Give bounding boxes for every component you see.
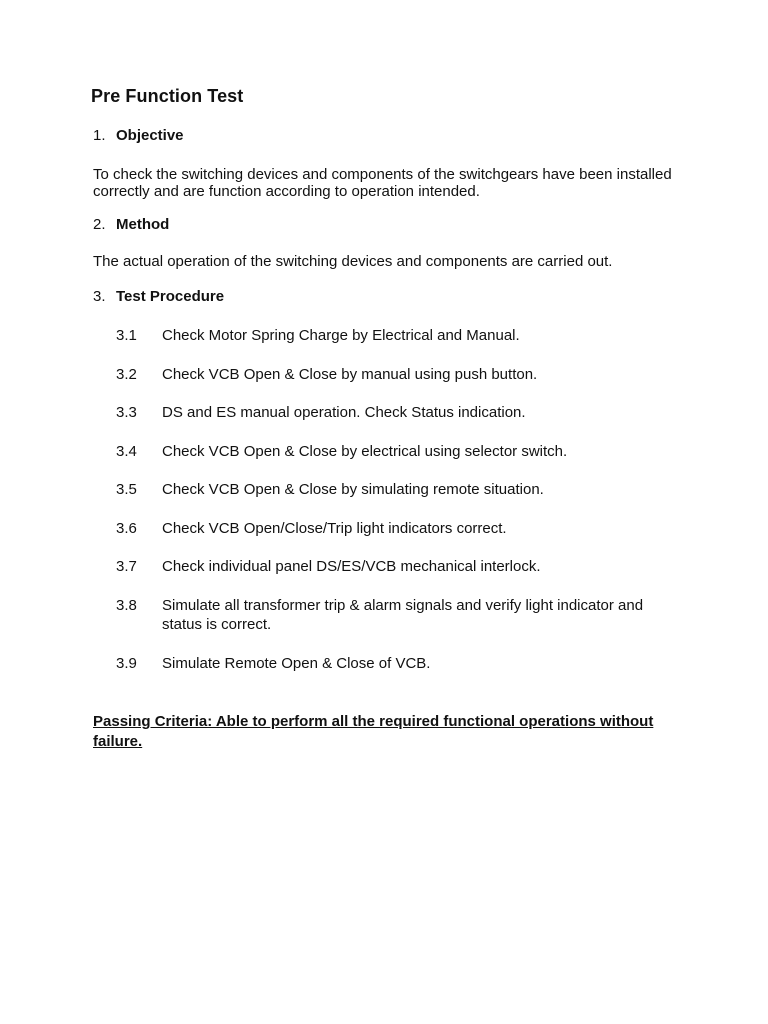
passing-criteria: Passing Criteria: Able to perform all the required functional operations without failure. bbox=[93, 713, 654, 750]
step-number: 3.6 bbox=[116, 520, 137, 537]
section-heading: Test Procedure bbox=[116, 288, 225, 305]
step-text: Check VCB Open/Close/Trip light indicators correct. bbox=[162, 520, 507, 537]
step-text: Check VCB Open & Close by electrical using selector switch. bbox=[162, 443, 568, 460]
section-objective-header bbox=[93, 127, 184, 144]
section-number: 1. bbox=[93, 127, 106, 144]
section-heading: Method bbox=[116, 216, 170, 233]
step-number: 3.9 bbox=[116, 655, 137, 672]
objective-paragraph: To check the switching devices and components of the switchgears have been installed correctly and are function according to operation intended. bbox=[93, 166, 672, 200]
method-paragraph: The actual operation of the switching devices and components are carried out. bbox=[93, 253, 613, 270]
document-title: Pre Function Test bbox=[91, 86, 244, 106]
section-method-header bbox=[93, 216, 169, 233]
section-number: 3. bbox=[93, 288, 106, 305]
step-number: 3.7 bbox=[116, 558, 137, 575]
step-number: 3.2 bbox=[116, 366, 137, 383]
step-number: 3.8 bbox=[116, 597, 137, 614]
step-text: Check Motor Spring Charge by Electrical and Manual. bbox=[162, 327, 520, 344]
step-text: Simulate all transformer trip & alarm signals and verify light indicator and status is correct. bbox=[162, 597, 644, 633]
section-number: 2. bbox=[93, 216, 106, 233]
step-text: Simulate Remote Open & Close of VCB. bbox=[162, 655, 431, 672]
section-test-procedure-header bbox=[93, 288, 224, 305]
step-number: 3.3 bbox=[116, 404, 137, 421]
step-text: Check VCB Open & Close by simulating remote situation. bbox=[162, 481, 544, 498]
step-number: 3.4 bbox=[116, 443, 137, 460]
step-number: 3.1 bbox=[116, 327, 137, 344]
step-text: Check VCB Open & Close by manual using push button. bbox=[162, 366, 538, 383]
section-heading: Objective bbox=[116, 127, 184, 144]
step-text: DS and ES manual operation. Check Status indication. bbox=[162, 404, 526, 421]
step-number: 3.5 bbox=[116, 481, 137, 498]
step-text: Check individual panel DS/ES/VCB mechanical interlock. bbox=[162, 558, 541, 575]
